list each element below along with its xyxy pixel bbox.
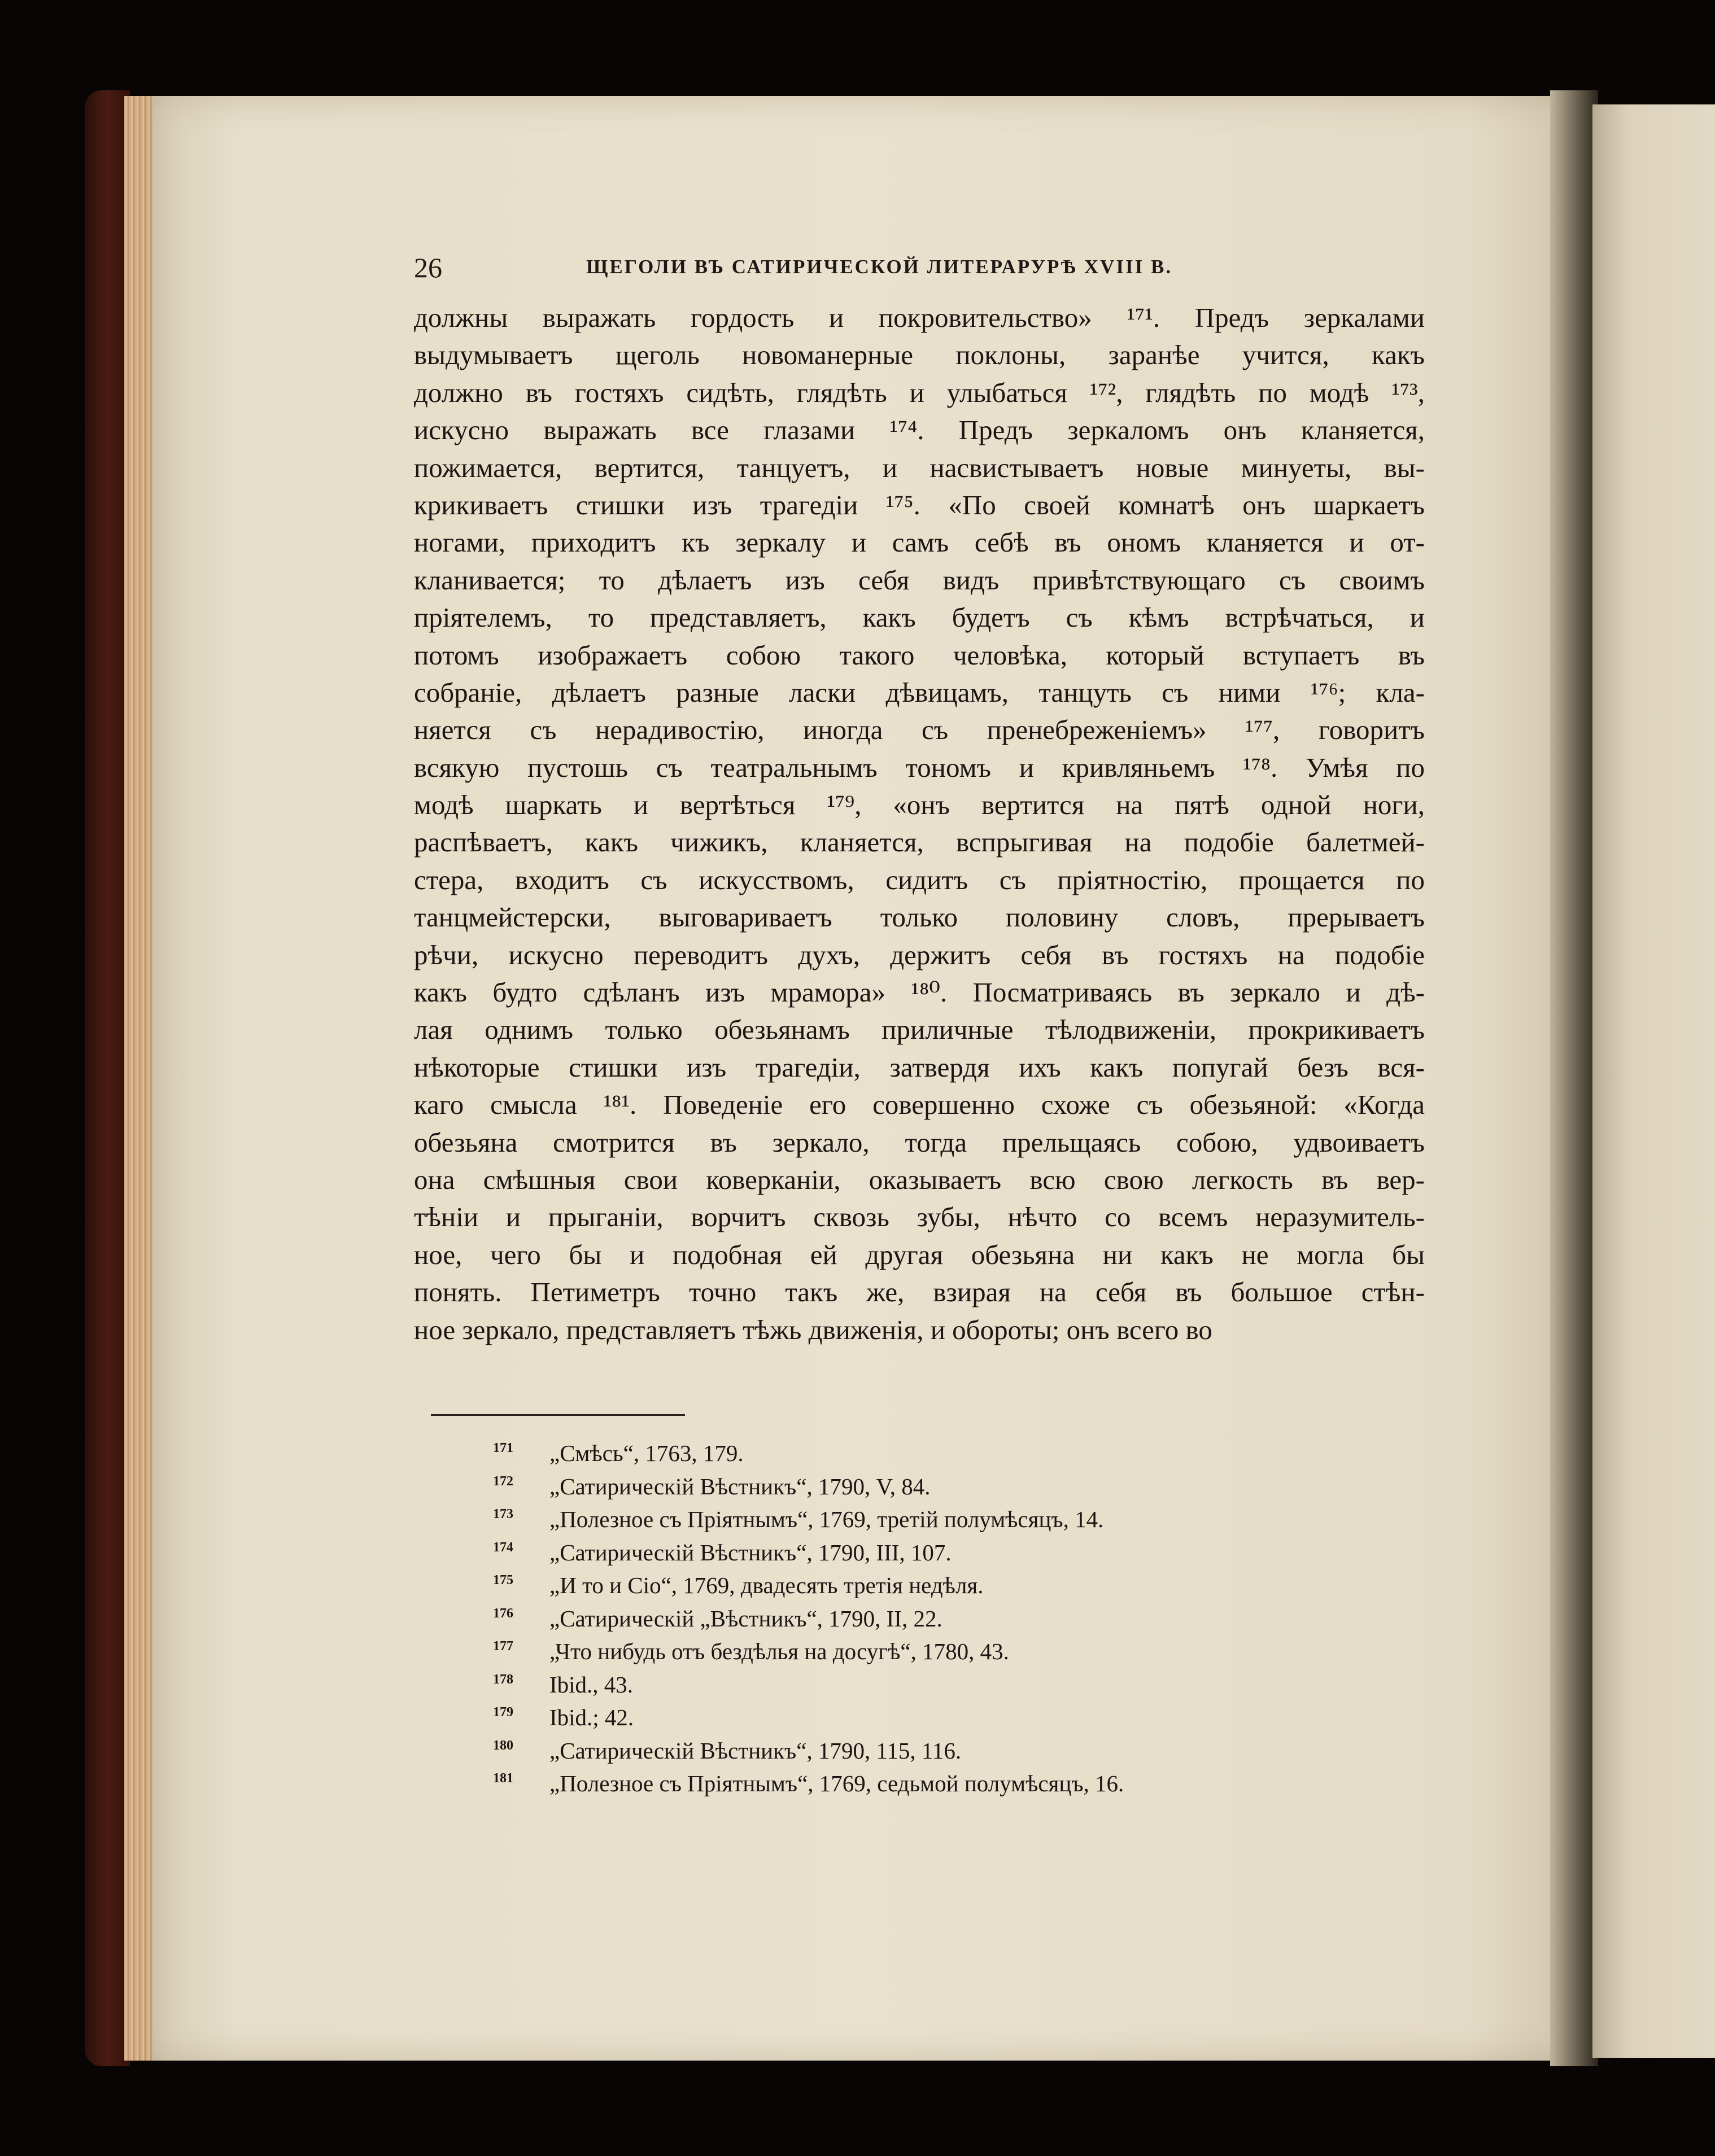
footnote-text: „Сатирическій „Вѣстникъ“, 1790, II, 22. [549, 1605, 942, 1632]
footnote-number: 172 [493, 1473, 513, 1489]
text-line: всякую пустошь съ театральнымъ тономъ и кривляньемъ ¹⁷⁸. Умѣя по [414, 751, 1425, 783]
footnote-text: „Сатирическій Вѣстникъ“, 1790, V, 84. [549, 1473, 931, 1499]
text-line: тѣніи и прыганіи, ворчитъ сквозь зубы, нѣчто со всемъ неразумитель- [414, 1201, 1425, 1233]
text-line: нѣкоторые стишки изъ трагедіи, затвердя ихъ какъ попугай безъ вся- [414, 1051, 1425, 1083]
footnote-text: „И то и Сіо“, 1769, двадесять третія недѣля. [549, 1572, 984, 1598]
footnote-number: 177 [493, 1639, 513, 1654]
text-line: крикиваетъ стишки изъ трагедіи ¹⁷⁵. «По своей комнатѣ онъ шаркаетъ [414, 489, 1425, 521]
footnote [493, 1437, 1284, 1470]
text-line: танцмейстерски, выговариваетъ только половину словъ, прерываетъ [414, 902, 1425, 933]
text-line: искусно выражать все глазами ¹⁷⁴. Предъ зеркаломъ онъ кланяется, [414, 414, 1425, 446]
text-line: кланивается; то дѣлаетъ изъ себя видъ привѣтствующаго съ своимъ [414, 564, 1425, 596]
text-line: ное, чего бы и подобная ей другая обезьяна ни какъ не могла бы [414, 1239, 1425, 1270]
page-number: 26 [414, 252, 442, 283]
footnote [493, 1536, 1284, 1569]
main-text [414, 299, 1425, 1349]
text-line: няется съ нерадивостію, иногда съ пренебреженіемъ» ¹⁷⁷, говоритъ [414, 714, 1425, 746]
footnote-text: „Полезное съ Пріятнымъ“, 1769, седьмой полумѣсяцъ, 16. [549, 1770, 1124, 1796]
footnote [493, 1635, 1284, 1668]
text-line: какъ будто сдѣланъ изъ мрамора» ¹⁸⁰. Посматриваясь въ зеркало и дѣ- [414, 977, 1425, 1008]
text-line: ногами, приходитъ къ зеркалу и самъ себѣ въ ономъ кланяется и от- [414, 527, 1425, 558]
text-line: лая однимъ только обезьянамъ приличные тѣлодвиженіи, прокрикиваетъ [414, 1014, 1425, 1046]
text-line: распѣваетъ, какъ чижикъ, кланяется, вспрыгивая на подобіе балетмей- [414, 826, 1425, 858]
text-line: рѣчи, искусно переводитъ духъ, держитъ себя въ гостяхъ на подобіе [414, 939, 1425, 970]
text-line: собраніе, дѣлаетъ разные ласки дѣвицамъ, танцуть съ ними ¹⁷⁶; кла- [414, 676, 1425, 708]
text-line: каго смысла ¹⁸¹. Поведеніе его совершенно схоже съ обезьяной: «Когда [414, 1089, 1425, 1121]
footnotes [493, 1437, 1284, 1800]
text-line: потомъ изображаетъ собою такого человѣка, который вступаетъ въ [414, 639, 1425, 671]
footnote [493, 1569, 1284, 1602]
text-line: пріятелемъ, то представляетъ, какъ будетъ съ кѣмъ встрѣчаться, и [414, 602, 1425, 633]
facing-page-edge [1592, 104, 1715, 2058]
footnote-number: 174 [493, 1540, 513, 1555]
footnote-number: 175 [493, 1573, 513, 1588]
text-line: должны выражать гордость и покровительство» ¹⁷¹. Предъ зеркалами [414, 302, 1425, 333]
text-line: выдумываетъ щеголь новоманерные поклоны, заранѣе учится, какъ [414, 339, 1425, 371]
text-line: обезьяна смотрится въ зеркало, тогда прельщаясь собою, удвоиваетъ [414, 1126, 1425, 1158]
footnote [493, 1470, 1284, 1503]
footnote-text: „Сатирическій Вѣстникъ“, 1790, III, 107. [549, 1539, 952, 1565]
footnote-number: 173 [493, 1507, 513, 1521]
footnote-number: 171 [493, 1441, 513, 1455]
footnote-text: „Сатирическій Вѣстникъ“, 1790, 115, 116. [549, 1737, 962, 1764]
book-gutter [1550, 90, 1598, 2066]
text-line: должно въ гостяхъ сидѣть, глядѣть и улыбаться ¹⁷², глядѣть по модѣ ¹⁷³, [414, 377, 1425, 408]
footnote-number: 179 [493, 1705, 513, 1720]
text-line: понять. Петиметръ точно такъ же, взирая на себя въ большое стѣн- [414, 1276, 1425, 1308]
footnote-number: 178 [493, 1672, 513, 1687]
footnote [493, 1767, 1284, 1800]
text-line: ное зеркало, представляетъ тѣжь движенія, и обороты; онъ всего во [414, 1314, 1212, 1345]
text-line: она смѣшныя свои коверканіи, оказываетъ всю свою легкость въ вер- [414, 1164, 1425, 1195]
footnote-divider [431, 1414, 685, 1416]
footnote-text: Ibid., 43. [549, 1671, 634, 1698]
book-cover-edge [85, 90, 130, 2066]
footnote [493, 1701, 1284, 1734]
footnote-number: 180 [493, 1738, 513, 1753]
footnote [493, 1503, 1284, 1536]
footnote-text: „Смѣсь“, 1763, 179. [549, 1440, 744, 1466]
text-line: пожимается, вертится, танцуетъ, и насвистываетъ новые минуеты, вы- [414, 452, 1425, 483]
text-line: модѣ шаркать и вертѣться ¹⁷⁹, «онъ вертится на пятѣ одной ноги, [414, 789, 1425, 821]
page-header [414, 251, 1419, 291]
running-title: ЩЕГОЛИ ВЪ САТИРИЧЕСКОЙ ЛИТЕРАРУРѢ XVIII В. [586, 256, 1173, 278]
footnote-number: 176 [493, 1606, 513, 1621]
footnote-text: „Полезное съ Пріятнымъ“, 1769, третій полумѣсяцъ, 14. [549, 1506, 1104, 1532]
footnote-number: 181 [493, 1771, 513, 1786]
footnote-text: Ibid.; 42. [549, 1704, 634, 1730]
text-line: стера, входитъ съ искусствомъ, сидитъ съ пріятностію, прощается по [414, 864, 1425, 895]
footnote [493, 1602, 1284, 1635]
footnote-text: „Что нибудь отъ бездѣлья на досугѣ“, 1780, 43. [549, 1638, 1009, 1664]
footnote [493, 1668, 1284, 1702]
footnote [493, 1734, 1284, 1768]
